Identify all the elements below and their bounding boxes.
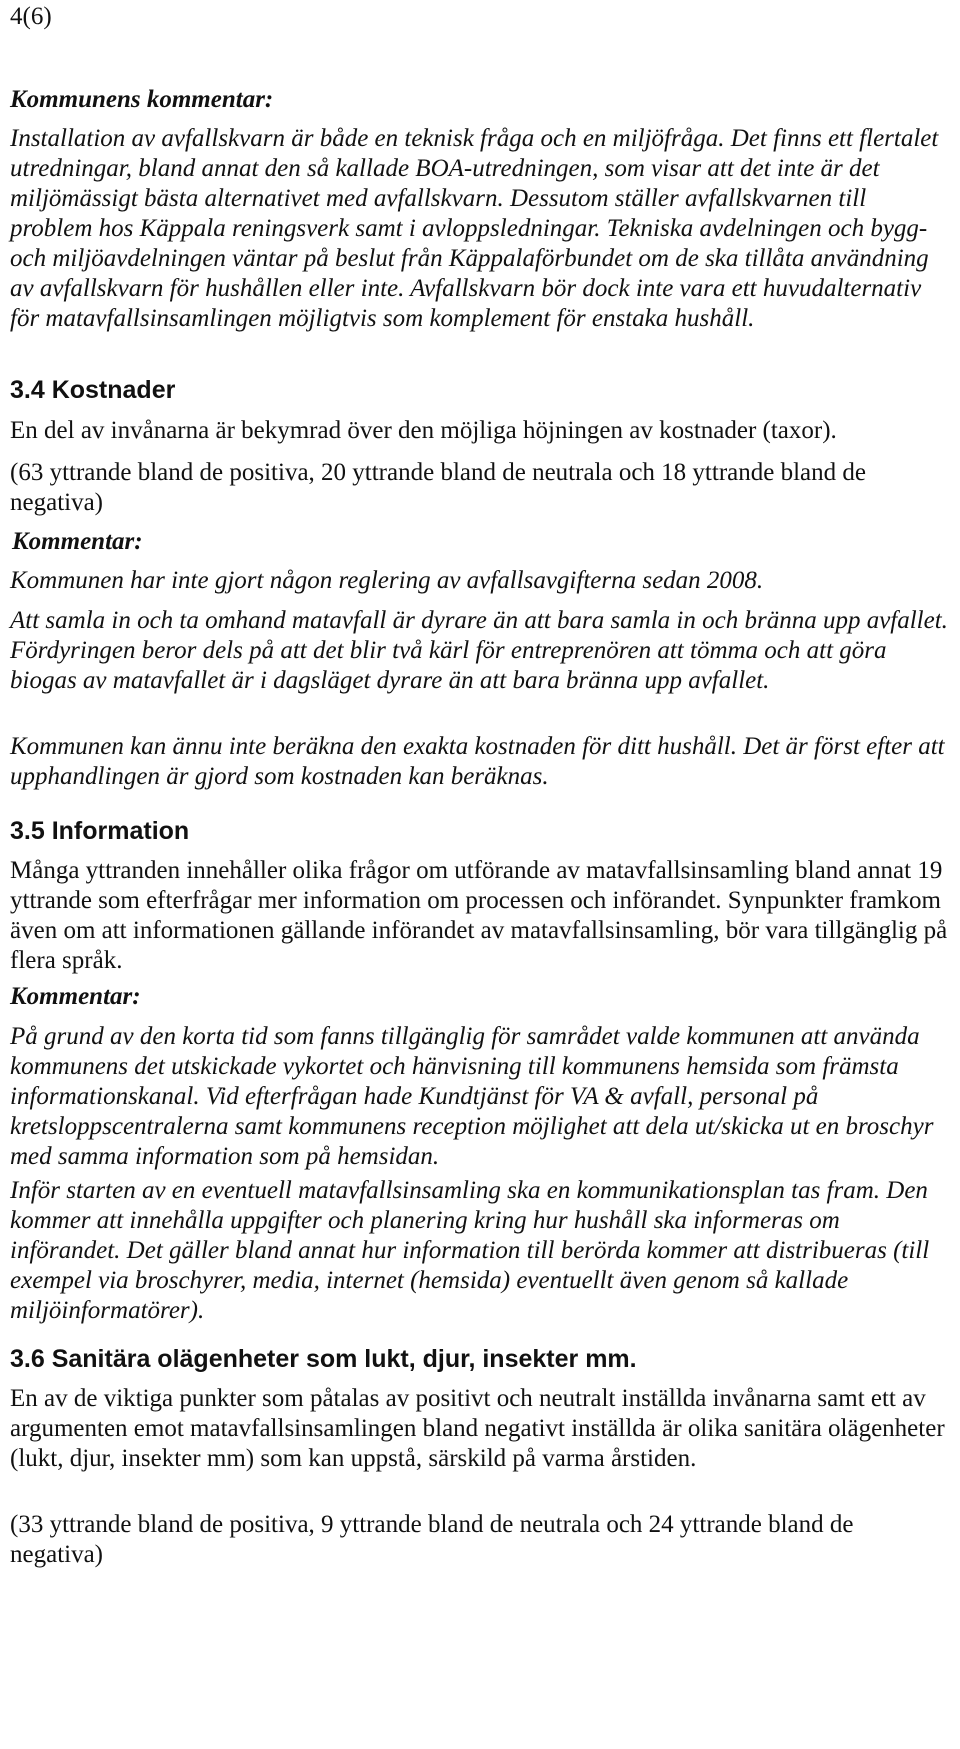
kommunens-kommentar-paragraph: Installation av avfallskvarn är både en teknisk fråga och en miljöfråga. Det finns ett flertalet utredningar, bland annat den så kallade BOA-utredningen, som visar att det inte är det miljömässigt bästa alternativet med avfallskvarn. Dessutom ställer avfallskvarnen till problem hos Käppala reningsverk samt i avloppsledningar. Tekniska avdelningen och bygg- och miljöavdelningen väntar på beslut från Käppalaförbundet om de ska tillåta användning av avfallskvarn för hushållen eller inte. Avfallskvarn bör dock inte vara ett huvudalternativ för matavfallsinsamlingen möjligtvis som komplement för enstaka hushåll.: [10, 125, 939, 332]
section-3-4-counts: (63 yttrande bland de positiva, 20 yttrande bland de neutrala och 18 yttrande bland de negativa): [10, 459, 866, 516]
kommunens-kommentar-heading: Kommunens kommentar:: [10, 86, 274, 113]
section-3-5-comment-p1: På grund av den korta tid som fanns tillgänglig för samrådet valde kommunen att använda kommunens det utskickade vykortet och hänvisning till kommunens hemsida som främsta informationskanal. Vid efterfrågan hade Kundtjänst för VA & avfall, personal på kretsloppscentralerna samt kommunens reception möjlighet att dela ut/skicka ut en broschyr med samma information som på hemsidan.: [10, 1023, 934, 1170]
section-3-6-counts: (33 yttrande bland de positiva, 9 yttrande bland de neutrala och 24 yttrande bland de negativa): [10, 1511, 854, 1568]
section-3-4-heading: 3.4 Kostnader: [10, 376, 176, 404]
section-3-5-heading: 3.5 Information: [10, 817, 190, 845]
section-3-4-comment-p2: Att samla in och ta omhand matavfall är dyrare än att bara samla in och bränna upp avfallet. Fördyringen beror dels på att det blir två kärl för entreprenören att tömma och att göra biogas av matavfallet är i dagsläget dyrare än att bara bränna upp avfallet.: [10, 607, 948, 694]
section-3-6-intro: En av de viktiga punkter som påtalas av positivt och neutralt inställda invånarna samt ett av argumenten emot matavfallsinsamlingen bland negativt inställda är olika sanitära olägenheter (lukt, djur, insekter mm) som kan uppstå, särskild på varma årstiden.: [10, 1385, 945, 1472]
section-3-4-comment-p1: Kommunen har inte gjort någon reglering av avfallsavgifterna sedan 2008.: [10, 567, 764, 594]
section-3-6-heading: 3.6 Sanitära olägenheter som lukt, djur, insekter mm.: [10, 1345, 637, 1373]
section-3-4-comment-p3: Kommunen kan ännu inte beräkna den exakta kostnaden för ditt hushåll. Det är först efter att upphandlingen är gjord som kostnaden kan beräknas.: [10, 733, 945, 790]
section-3-4-comment-label: Kommentar:: [12, 528, 143, 555]
section-3-4-intro: En del av invånarna är bekymrad över den möjliga höjningen av kostnader (taxor).: [10, 417, 837, 444]
page-number: 4(6): [10, 3, 52, 30]
section-3-5-comment-label: Kommentar:: [10, 983, 141, 1010]
section-3-5-comment-p2: Inför starten av en eventuell matavfallsinsamling ska en kommunikationsplan tas fram. Den kommer att innehålla uppgifter och planering kring hur hushåll ska informeras om införandet. Det gäller bland annat hur information till berörda kommer att distribueras (till exempel via broschyrer, media, internet (hemsida) eventuellt även genom så kallade miljöinformatörer).: [10, 1177, 930, 1324]
section-3-5-intro: Många yttranden innehåller olika frågor om utförande av matavfallsinsamling bland annat 19 yttrande som efterfrågar mer information om processen och införandet. Synpunkter framkom även om att informationen gällande införandet av matavfallsinsamling, bör vara tillgänglig på flera språk.: [10, 857, 948, 974]
